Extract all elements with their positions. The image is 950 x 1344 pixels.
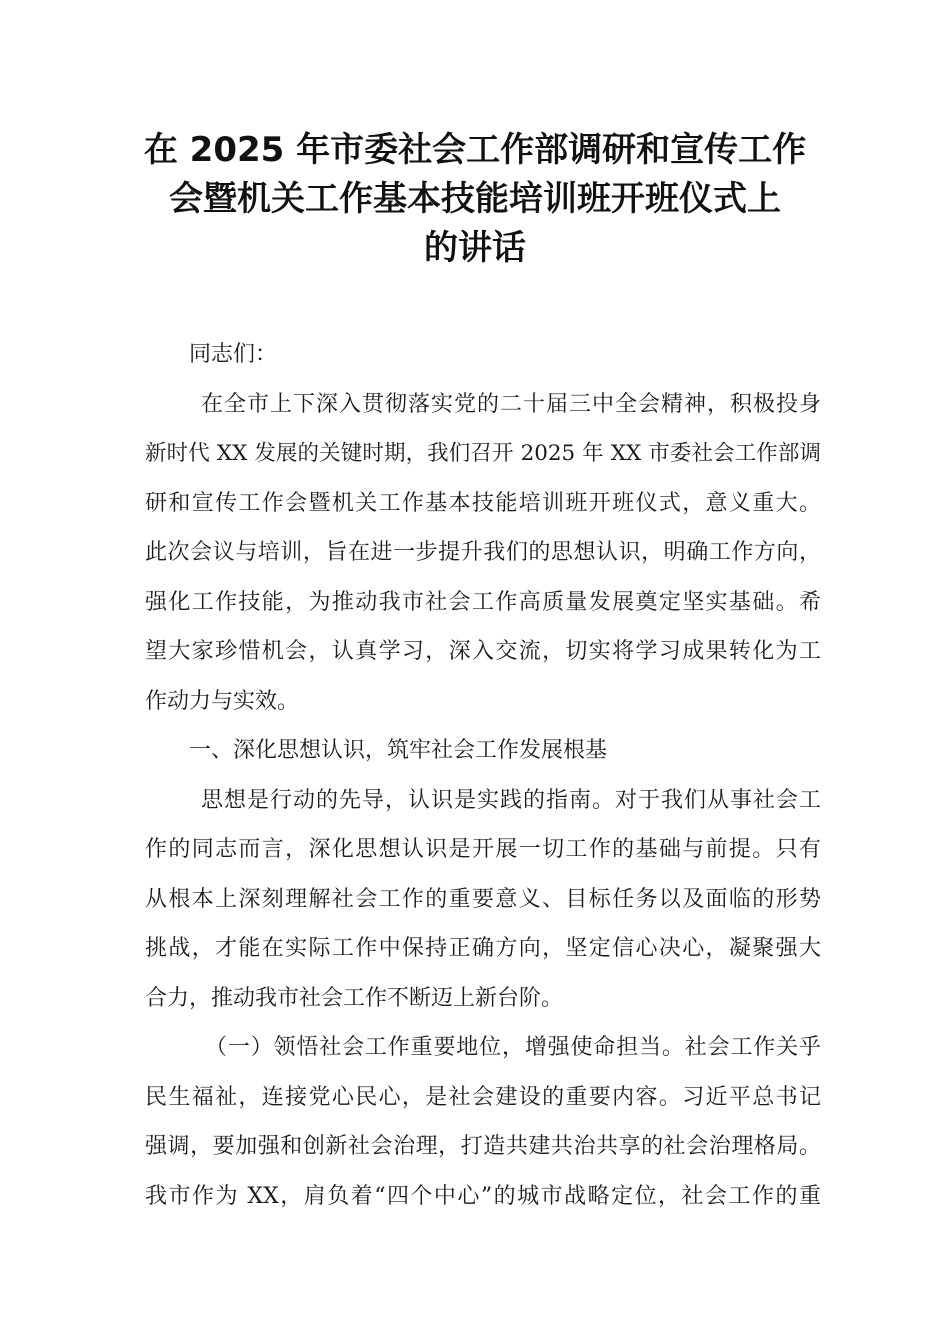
paragraph-line: 强化工作技能，为推动我市社会工作高质量发展奠定坚实基础。希 — [145, 589, 821, 615]
paragraph-line: 我市作为 XX，肩负着“四个中心”的城市战略定位，社会工作的重 — [145, 1183, 821, 1209]
section-heading-text: 一、深化思想认识，筑牢社会工作发展根基 — [189, 738, 608, 763]
paragraph-line: 合力，推动我市社会工作不断迈上新台阶。 — [145, 985, 564, 1011]
paragraph-line: 此次会议与培训，旨在进一步提升我们的思想认识，明确工作方向， — [145, 540, 821, 565]
paragraph-line: 从根本上深刻理解社会工作的重要意义、目标任务以及面临的形势 — [145, 886, 821, 912]
paragraph-line: 在全市上下深入贯彻落实党的二十届三中全会精神，积极投身 — [201, 391, 821, 417]
salutation-text: 同志们： — [189, 342, 278, 367]
paragraph-line: 挑战，才能在实际工作中保持正确方向，坚定信心决心，凝聚强大 — [145, 936, 821, 961]
paragraph-line: 望大家珍惜机会，认真学习，深入交流，切实将学习成果转化为工 — [145, 639, 821, 664]
paragraph-line: 民生福祉，连接党心民心，是社会建设的重要内容。习近平总书记 — [145, 1084, 821, 1110]
title-line: 的讲话 — [424, 228, 526, 268]
paragraph-section-one — [145, 776, 821, 1024]
document-title — [120, 126, 830, 273]
title-line: 会暨机关工作基本技能培训班开班仪式上 — [169, 179, 781, 219]
paragraph-line: 作动力与实效。 — [145, 688, 300, 714]
paragraph-line: 思想是行动的先导，认识是实践的指南。对于我们从事社会工 — [201, 787, 821, 813]
salutation — [145, 330, 821, 380]
paragraph-intro — [145, 380, 821, 727]
paragraph-line: （一）领悟社会工作重要地位，增强使命担当。社会工作关乎 — [205, 1035, 821, 1060]
paragraph-line: 研和宣传工作会暨机关工作基本技能培训班开班仪式，意义重大。 — [145, 490, 821, 516]
document-body — [145, 330, 821, 1221]
section-heading — [145, 726, 821, 776]
paragraph-subsection-one — [145, 1023, 821, 1221]
paragraph-line: 强调，要加强和创新社会治理，打造共建共治共享的社会治理格局。 — [145, 1134, 821, 1159]
paragraph-line: 作的同志而言，深化思想认识是开展一切工作的基础与前提。只有 — [145, 837, 821, 862]
title-line: 在 2025 年市委社会工作部调研和宣传工作 — [143, 130, 807, 170]
paragraph-line: 新时代 XX 发展的关键时期，我们召开 2025 年 XX 市委社会工作部调 — [145, 441, 821, 466]
